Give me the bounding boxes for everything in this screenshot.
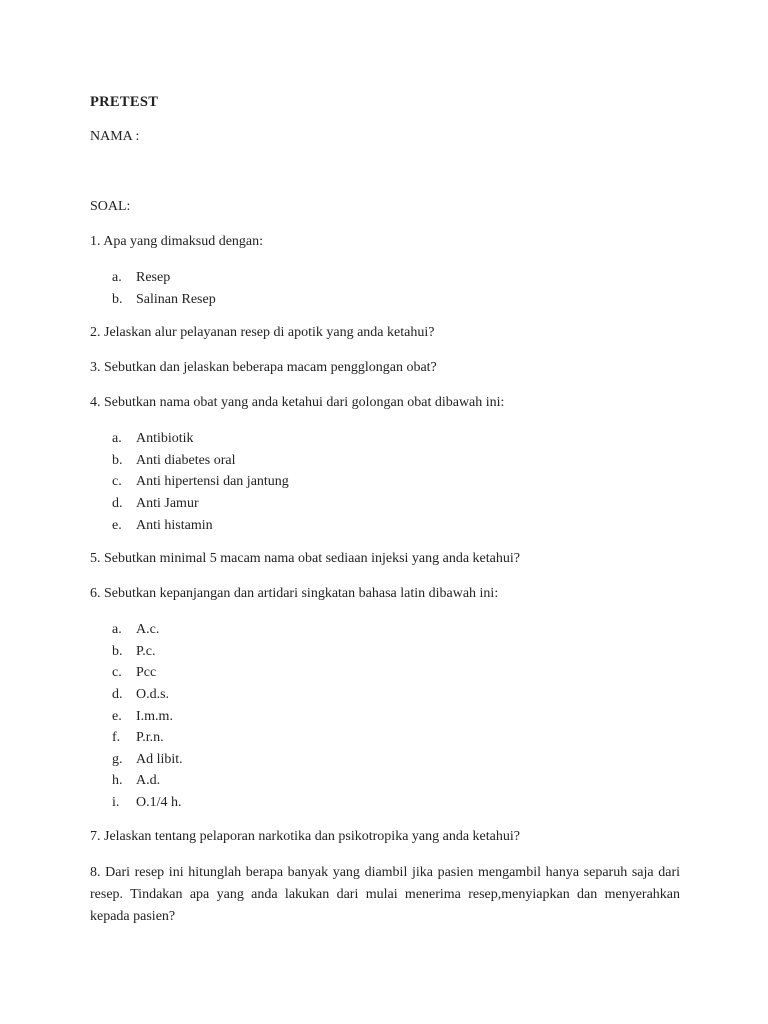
question-1-options (90, 267, 680, 310)
question-4-options (90, 428, 680, 536)
list-item (90, 662, 680, 684)
list-item (90, 515, 680, 537)
document-title: PRETEST (90, 94, 159, 110)
list-item-marker: b. (112, 643, 123, 659)
list-item-text: Salinan Resep (136, 291, 216, 307)
list-item-text: Pcc (136, 665, 157, 681)
question-7: 7. Jelaskan tentang pelaporan narkotika dan psikotropika yang anda ketahui? (90, 828, 520, 844)
list-item-text: Antibiotik (136, 431, 194, 447)
list-item (90, 749, 680, 771)
list-item-marker: c. (112, 665, 122, 681)
questions-heading: SOAL: (90, 199, 131, 214)
list-item (90, 267, 680, 289)
list-item (90, 641, 680, 663)
list-item-marker: h. (112, 773, 123, 789)
list-item-marker: f. (112, 730, 121, 746)
question-4: 4. Sebutkan nama obat yang anda ketahui dari golongan obat dibawah ini: (90, 395, 505, 411)
list-item-text: Anti hipertensi dan jantung (136, 474, 289, 490)
list-item (90, 727, 680, 749)
list-item (90, 450, 680, 472)
list-item-marker: c. (112, 474, 122, 490)
document-page (90, 92, 680, 943)
list-item-marker: b. (112, 452, 123, 468)
list-item-text: I.m.m. (136, 708, 173, 724)
list-item (90, 428, 680, 450)
list-item (90, 792, 680, 814)
list-item (90, 619, 680, 641)
list-item-marker: i. (112, 794, 120, 810)
question-2: 2. Jelaskan alur pelayanan resep di apotik yang anda ketahui? (90, 325, 435, 341)
question-5: 5. Sebutkan minimal 5 macam nama obat sediaan injeksi yang anda ketahui? (90, 551, 520, 567)
list-item-text: Anti diabetes oral (136, 452, 236, 468)
list-item-marker: e. (112, 708, 122, 724)
list-item (90, 289, 680, 311)
list-item-text: P.r.n. (136, 730, 164, 746)
list-item-marker: d. (112, 495, 123, 511)
list-item-marker: e. (112, 517, 122, 533)
list-item-text: O.1/4 h. (136, 794, 182, 810)
question-6-options (90, 619, 680, 813)
list-item-text: A.d. (136, 773, 161, 789)
list-item-marker: a. (112, 622, 122, 638)
list-item-marker: b. (112, 291, 123, 307)
list-item-text: A.c. (136, 622, 160, 638)
question-8: 8. Dari resep ini hitunglah berapa banyak yang diambil jika pasien mengambil hanya separuh saja dari resep. Tindakan apa yang anda lakukan dari mulai menerima resep,menyiapkan dan menyerahkan kepada pasien? (90, 864, 680, 924)
question-6: 6. Sebutkan kepanjangan dan artidari singkatan bahasa latin dibawah ini: (90, 586, 499, 602)
list-item (90, 706, 680, 728)
list-item (90, 493, 680, 515)
list-item-text: Anti histamin (136, 517, 213, 533)
list-item-text: Resep (136, 270, 171, 285)
list-item-marker: a. (112, 431, 122, 447)
question-1: 1. Apa yang dimaksud dengan: (90, 234, 264, 249)
list-item-text: O.d.s. (136, 686, 170, 702)
list-item (90, 770, 680, 792)
list-item-marker: d. (112, 686, 123, 702)
list-item-marker: a. (112, 270, 122, 285)
list-item-text: Anti Jamur (136, 495, 199, 511)
list-item (90, 684, 680, 706)
list-item-text: P.c. (136, 643, 156, 659)
list-item-marker: g. (112, 751, 123, 767)
list-item-text: Ad libit. (136, 751, 183, 767)
list-item (90, 471, 680, 493)
name-field-label: NAMA : (90, 129, 140, 144)
question-3: 3. Sebutkan dan jelaskan beberapa macam pengglongan obat? (90, 360, 437, 376)
